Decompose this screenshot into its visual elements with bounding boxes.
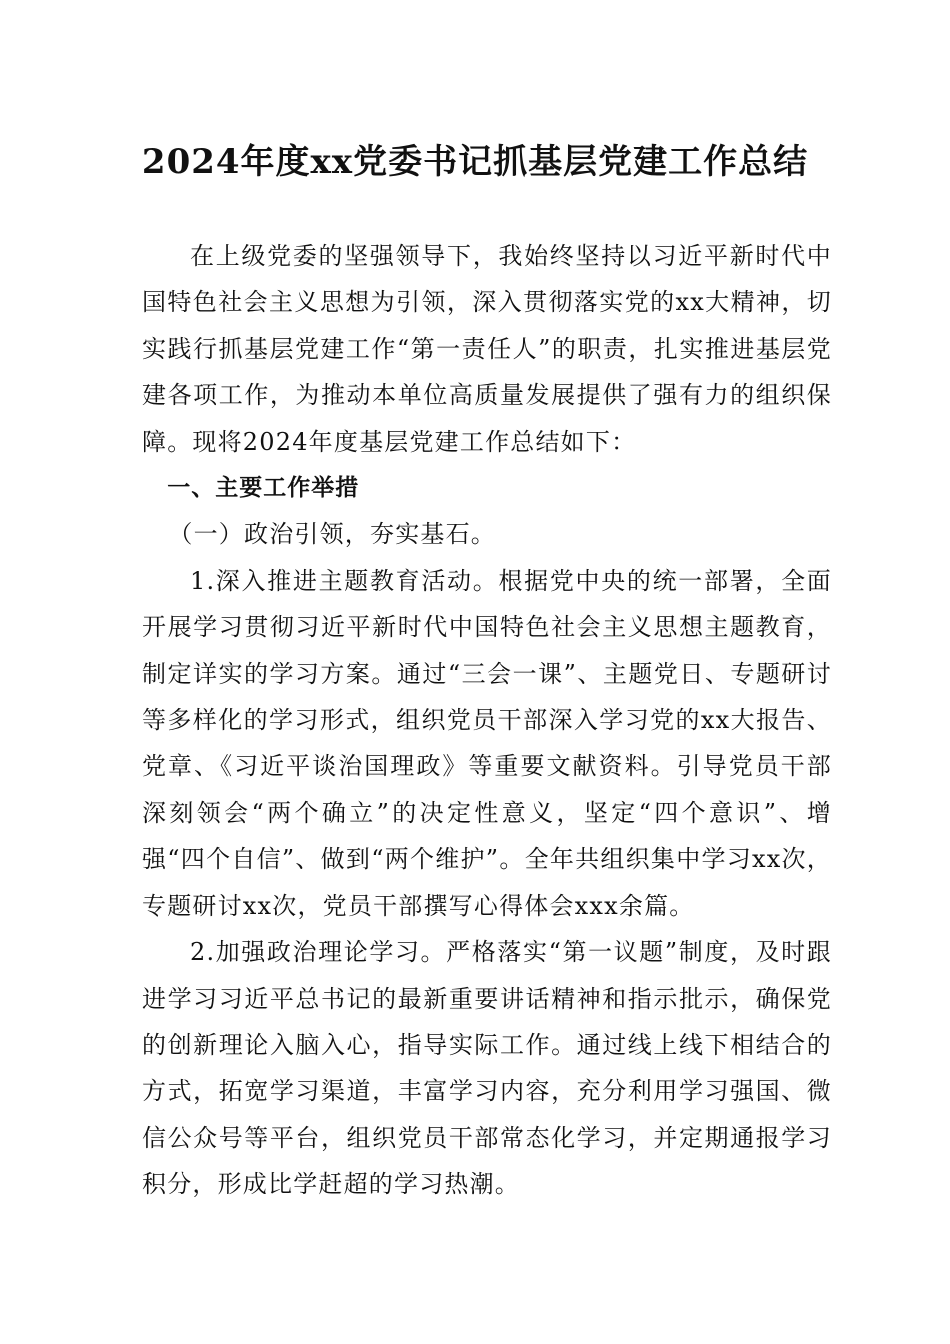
subsection-heading: （一）政治引领，夯实基石。 [168, 520, 496, 549]
item-paragraph-2: 2.加强政治理论学习。严格落实“第一议题”制度，及时跟进学习习近平总书记的最新重要讲话精神和指示批示，确保党的创新理论入脑入心，指导实际工作。通过线上线下相结合的方式，拓宽学习渠道，丰富学习内容，充分利用学习强国、微信公众号等平台，组织党员干部常态化学习，并定期通报学习积分，形成比学赶超的学习热潮。 [142, 938, 832, 1199]
document-title: 2024年度xx党委书记抓基层党建工作总结 [141, 142, 809, 182]
document-body [142, 233, 832, 1208]
item-paragraph-1: 1.深入推进主题教育活动。根据党中央的统一部署，全面开展学习贯彻习近平新时代中国特色社会主义思想主题教育，制定详实的学习方案。通过“三会一课”、主题党日、专题研讨等多样化的学习形式，组织党员干部深入学习党的xx大报告、党章、《习近平谈治国理政》等重要文献资料。引导党员干部深刻领会“两个确立”的决定性意义，坚定“四个意识”、增强“四个自信”、做到“两个维护”。全年共组织集中学习xx次，专题研讨xx次，党员干部撰写心得体会xxx余篇。 [142, 566, 832, 920]
intro-paragraph: 在上级党委的坚强领导下，我始终坚持以习近平新时代中国特色社会主义思想为引领，深入贯彻落实党的xx大精神，切实践行抓基层党建工作“第一责任人”的职责，扎实推进基层党建各项工作，为推动本单位高质量发展提供了强有力的组织保障。现将2024年度基层党建工作总结如下： [142, 242, 832, 456]
section-heading: 一、主要工作举措 [167, 475, 360, 502]
